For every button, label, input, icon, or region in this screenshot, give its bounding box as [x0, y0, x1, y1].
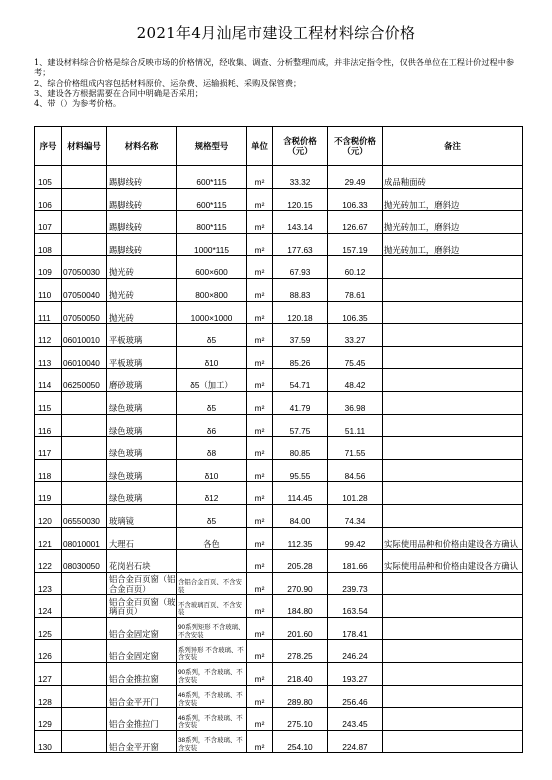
table-row: [35, 550, 523, 573]
cell-spec: 各色: [177, 527, 247, 550]
cell-spec: δ12: [177, 482, 247, 505]
cell-name: 绿色玻璃: [107, 391, 177, 414]
table-row: [35, 730, 523, 753]
cell-price-notax: 178.41: [328, 617, 383, 640]
cell-name: 踢脚线砖: [107, 211, 177, 234]
cell-price-tax: 201.60: [273, 617, 328, 640]
cell-price-tax: 85.26: [273, 346, 328, 369]
cell-no: 126: [35, 640, 62, 663]
cell-no: 108: [35, 233, 62, 256]
header-price-tax: 含税价格（元）: [273, 127, 328, 166]
cell-price-notax: 163.54: [328, 595, 383, 618]
cell-code: 08010001: [62, 527, 107, 550]
cell-no: 125: [35, 617, 62, 640]
cell-unit: m²: [247, 391, 273, 414]
cell-no: 114: [35, 369, 62, 392]
cell-name: 玻璃镜: [107, 504, 177, 527]
cell-code: [62, 166, 107, 189]
cell-code: [62, 595, 107, 618]
cell-spec: δ10: [177, 459, 247, 482]
cell-name: 铝合金百页窗（玻璃百页）: [107, 595, 177, 618]
table-row: [35, 391, 523, 414]
cell-unit: m²: [247, 572, 273, 595]
cell-price-notax: 157.19: [328, 233, 383, 256]
cell-no: 130: [35, 730, 62, 753]
cell-price-tax: 37.59: [273, 324, 328, 347]
cell-code: [62, 730, 107, 753]
cell-remark: 成品釉面砖: [383, 166, 523, 189]
cell-price-notax: 99.42: [328, 527, 383, 550]
cell-remark: [383, 301, 523, 324]
cell-no: 124: [35, 595, 62, 618]
cell-remark: [383, 663, 523, 686]
cell-price-tax: 54.71: [273, 369, 328, 392]
cell-name: 花岗岩石块: [107, 550, 177, 573]
cell-price-tax: 57.75: [273, 414, 328, 437]
cell-remark: [383, 482, 523, 505]
cell-unit: m²: [247, 301, 273, 324]
cell-no: 120: [35, 504, 62, 527]
cell-spec: 90系列，不含玻璃、不含安装: [177, 663, 247, 686]
header-name: 材料名称: [107, 127, 177, 166]
cell-name: 绿色玻璃: [107, 459, 177, 482]
cell-price-notax: 71.55: [328, 437, 383, 460]
cell-price-tax: 80.85: [273, 437, 328, 460]
cell-unit: m²: [247, 324, 273, 347]
cell-name: 大理石: [107, 527, 177, 550]
cell-remark: [383, 595, 523, 618]
cell-price-notax: 74.34: [328, 504, 383, 527]
cell-unit: m²: [247, 459, 273, 482]
price-table: [34, 126, 523, 753]
cell-spec: δ5: [177, 391, 247, 414]
cell-code: 06250050: [62, 369, 107, 392]
cell-code: [62, 391, 107, 414]
cell-spec: 46系列，不含玻璃、不含安装: [177, 685, 247, 708]
table-body: [35, 166, 523, 753]
cell-unit: m²: [247, 640, 273, 663]
cell-name: 铝合金固定窗: [107, 617, 177, 640]
cell-spec: δ5: [177, 504, 247, 527]
cell-code: [62, 685, 107, 708]
cell-no: 117: [35, 437, 62, 460]
cell-spec: δ6: [177, 414, 247, 437]
cell-spec: δ10: [177, 346, 247, 369]
cell-code: [62, 188, 107, 211]
table-header-row: [35, 127, 523, 166]
cell-price-tax: 120.15: [273, 188, 328, 211]
cell-unit: m²: [247, 233, 273, 256]
cell-price-notax: 243.45: [328, 708, 383, 731]
cell-spec: δ5（加工）: [177, 369, 247, 392]
cell-code: [62, 663, 107, 686]
cell-code: 06010010: [62, 324, 107, 347]
cell-name: 铝合金推拉门: [107, 708, 177, 731]
cell-no: 128: [35, 685, 62, 708]
cell-name: 平板玻璃: [107, 324, 177, 347]
cell-code: [62, 482, 107, 505]
cell-price-notax: 36.98: [328, 391, 383, 414]
table-row: [35, 504, 523, 527]
note-4: 4、带（）为参考价格。: [34, 98, 122, 109]
cell-price-tax: 95.55: [273, 459, 328, 482]
cell-no: 127: [35, 663, 62, 686]
cell-unit: m²: [247, 550, 273, 573]
table-row: [35, 346, 523, 369]
page-title: 2021年4月汕尾市建设工程材料综合价格: [136, 24, 416, 42]
cell-unit: m²: [247, 211, 273, 234]
cell-spec: 含铝合金百页、不含安装: [177, 572, 247, 595]
cell-no: 115: [35, 391, 62, 414]
cell-code: 06550030: [62, 504, 107, 527]
cell-code: [62, 414, 107, 437]
cell-remark: 抛光砖加工，磨斜边: [383, 211, 523, 234]
note-3: 3、建设各方根据需要在合同中明确是否采用；: [34, 87, 203, 98]
cell-no: 111: [35, 301, 62, 324]
cell-price-tax: 33.32: [273, 166, 328, 189]
cell-price-notax: 181.66: [328, 550, 383, 573]
cell-code: 08030050: [62, 550, 107, 573]
cell-spec: 不含玻璃百页、不含安装: [177, 595, 247, 618]
cell-remark: [383, 324, 523, 347]
cell-price-notax: 75.45: [328, 346, 383, 369]
cell-name: 踢脚线砖: [107, 188, 177, 211]
cell-spec: 800×800: [177, 278, 247, 301]
table-row: [35, 459, 523, 482]
cell-price-tax: 41.79: [273, 391, 328, 414]
table-row: [35, 166, 523, 189]
cell-remark: [383, 617, 523, 640]
table-row: [35, 256, 523, 279]
cell-spec: 46系列，不含玻璃、不含安装: [177, 708, 247, 731]
cell-name: 铝合金推拉窗: [107, 663, 177, 686]
cell-name: 平板玻璃: [107, 346, 177, 369]
table-row: [35, 211, 523, 234]
cell-remark: [383, 346, 523, 369]
cell-code: [62, 617, 107, 640]
cell-name: 绿色玻璃: [107, 482, 177, 505]
header-price-notax: 不含税价格（元）: [328, 127, 383, 166]
cell-name: 铝合金平开门: [107, 685, 177, 708]
cell-price-notax: 106.35: [328, 301, 383, 324]
cell-unit: m²: [247, 663, 273, 686]
cell-price-tax: 114.45: [273, 482, 328, 505]
cell-price-tax: 270.90: [273, 572, 328, 595]
cell-no: 106: [35, 188, 62, 211]
cell-spec: 90系列矩形 不含玻璃、不含安装: [177, 617, 247, 640]
cell-spec: 600×600: [177, 256, 247, 279]
cell-spec: 38系列，不含玻璃、不含安装: [177, 730, 247, 753]
cell-code: 07050040: [62, 278, 107, 301]
cell-spec: [177, 550, 247, 573]
cell-remark: [383, 437, 523, 460]
cell-price-notax: 246.24: [328, 640, 383, 663]
cell-unit: m²: [247, 256, 273, 279]
cell-unit: m²: [247, 595, 273, 618]
cell-unit: m²: [247, 685, 273, 708]
cell-name: 抛光砖: [107, 278, 177, 301]
cell-spec: 系列异形 不含玻璃、不含安装: [177, 640, 247, 663]
cell-remark: [383, 391, 523, 414]
cell-remark: [383, 708, 523, 731]
cell-spec: 1000×1000: [177, 301, 247, 324]
cell-spec: 600*115: [177, 166, 247, 189]
table-row: [35, 595, 523, 618]
cell-unit: m²: [247, 437, 273, 460]
cell-price-tax: 177.63: [273, 233, 328, 256]
cell-name: 铝合金平开窗: [107, 730, 177, 753]
cell-unit: m²: [247, 346, 273, 369]
cell-price-notax: 106.33: [328, 188, 383, 211]
cell-price-tax: 275.10: [273, 708, 328, 731]
cell-name: 绿色玻璃: [107, 437, 177, 460]
cell-price-tax: 88.83: [273, 278, 328, 301]
cell-price-tax: 184.80: [273, 595, 328, 618]
cell-name: 抛光砖: [107, 301, 177, 324]
cell-unit: m²: [247, 527, 273, 550]
cell-code: [62, 211, 107, 234]
cell-name: 抛光砖: [107, 256, 177, 279]
cell-code: [62, 572, 107, 595]
cell-spec: 1000*115: [177, 233, 247, 256]
cell-price-notax: 84.56: [328, 459, 383, 482]
table-row: [35, 278, 523, 301]
cell-price-tax: 278.25: [273, 640, 328, 663]
cell-unit: m²: [247, 730, 273, 753]
cell-unit: m²: [247, 369, 273, 392]
cell-spec: δ5: [177, 324, 247, 347]
table-row: [35, 527, 523, 550]
cell-price-notax: 101.28: [328, 482, 383, 505]
cell-unit: m²: [247, 188, 273, 211]
table-row: [35, 301, 523, 324]
cell-no: 118: [35, 459, 62, 482]
cell-unit: m²: [247, 482, 273, 505]
cell-price-tax: 289.80: [273, 685, 328, 708]
cell-spec: δ8: [177, 437, 247, 460]
cell-code: [62, 459, 107, 482]
cell-no: 116: [35, 414, 62, 437]
header-no: 序号: [35, 127, 62, 166]
table-row: [35, 369, 523, 392]
cell-code: [62, 233, 107, 256]
cell-price-tax: 67.93: [273, 256, 328, 279]
cell-spec: 800*115: [177, 211, 247, 234]
cell-price-notax: 224.87: [328, 730, 383, 753]
cell-remark: [383, 278, 523, 301]
cell-no: 110: [35, 278, 62, 301]
cell-name: 铝合金固定窗: [107, 640, 177, 663]
table-row: [35, 414, 523, 437]
cell-price-notax: 51.11: [328, 414, 383, 437]
cell-code: [62, 640, 107, 663]
cell-remark: 实际使用品种和价格由建设各方确认: [383, 527, 523, 550]
cell-unit: m²: [247, 278, 273, 301]
cell-price-notax: 193.27: [328, 663, 383, 686]
table-row: [35, 617, 523, 640]
cell-code: 06010040: [62, 346, 107, 369]
cell-price-tax: 205.28: [273, 550, 328, 573]
cell-price-tax: 112.35: [273, 527, 328, 550]
table-row: [35, 324, 523, 347]
header-unit: 单位: [247, 127, 273, 166]
notes: [34, 57, 524, 108]
cell-remark: [383, 256, 523, 279]
cell-unit: m²: [247, 166, 273, 189]
cell-name: 踢脚线砖: [107, 233, 177, 256]
cell-no: 122: [35, 550, 62, 573]
cell-unit: m²: [247, 708, 273, 731]
cell-no: 123: [35, 572, 62, 595]
cell-unit: m²: [247, 504, 273, 527]
cell-no: 112: [35, 324, 62, 347]
header-spec: 规格型号: [177, 127, 247, 166]
table-row: [35, 708, 523, 731]
cell-price-tax: 120.18: [273, 301, 328, 324]
cell-remark: [383, 640, 523, 663]
cell-price-notax: 48.42: [328, 369, 383, 392]
cell-spec: 600*115: [177, 188, 247, 211]
cell-no: 107: [35, 211, 62, 234]
table-row: [35, 685, 523, 708]
note-1: 1、建设材料综合价格是综合反映市场的价格情况，经收集、调查、分析整理而成，并非法定指令性，仅供各单位在工程计价过程中参考；: [34, 57, 515, 78]
cell-remark: [383, 369, 523, 392]
table-row: [35, 233, 523, 256]
cell-price-tax: 143.14: [273, 211, 328, 234]
cell-no: 119: [35, 482, 62, 505]
cell-remark: [383, 414, 523, 437]
note-2: 2、综合价格组成内容包括材料原价、运杂费、运输损耗、采购及保管费；: [34, 77, 302, 88]
cell-name: 踢脚线砖: [107, 166, 177, 189]
cell-price-notax: 60.12: [328, 256, 383, 279]
cell-price-tax: 254.10: [273, 730, 328, 753]
cell-remark: 抛光砖加工，磨斜边: [383, 188, 523, 211]
cell-remark: [383, 572, 523, 595]
table-row: [35, 437, 523, 460]
cell-code: 07050050: [62, 301, 107, 324]
cell-no: 121: [35, 527, 62, 550]
cell-remark: [383, 730, 523, 753]
cell-name: 铝合金百页窗（铝合金百页）: [107, 572, 177, 595]
cell-price-notax: 78.61: [328, 278, 383, 301]
cell-remark: [383, 459, 523, 482]
table-row: [35, 188, 523, 211]
cell-unit: m²: [247, 617, 273, 640]
cell-price-tax: 84.00: [273, 504, 328, 527]
cell-no: 113: [35, 346, 62, 369]
table-row: [35, 572, 523, 595]
cell-price-tax: 218.40: [273, 663, 328, 686]
cell-no: 105: [35, 166, 62, 189]
cell-price-notax: 239.73: [328, 572, 383, 595]
cell-code: [62, 437, 107, 460]
cell-name: 绿色玻璃: [107, 414, 177, 437]
cell-name: 磨砂玻璃: [107, 369, 177, 392]
header-code: 材料编号: [62, 127, 107, 166]
cell-remark: [383, 685, 523, 708]
cell-unit: m²: [247, 414, 273, 437]
cell-price-notax: 256.46: [328, 685, 383, 708]
cell-code: 07050030: [62, 256, 107, 279]
table-row: [35, 482, 523, 505]
cell-price-notax: 126.67: [328, 211, 383, 234]
header-remark: 备注: [383, 127, 523, 166]
cell-remark: [383, 504, 523, 527]
cell-remark: 抛光砖加工，磨斜边: [383, 233, 523, 256]
cell-remark: 实际使用品种和价格由建设各方确认: [383, 550, 523, 573]
cell-code: [62, 708, 107, 731]
cell-price-notax: 29.49: [328, 166, 383, 189]
cell-price-notax: 33.27: [328, 324, 383, 347]
table-row: [35, 640, 523, 663]
table-row: [35, 663, 523, 686]
cell-no: 129: [35, 708, 62, 731]
cell-no: 109: [35, 256, 62, 279]
